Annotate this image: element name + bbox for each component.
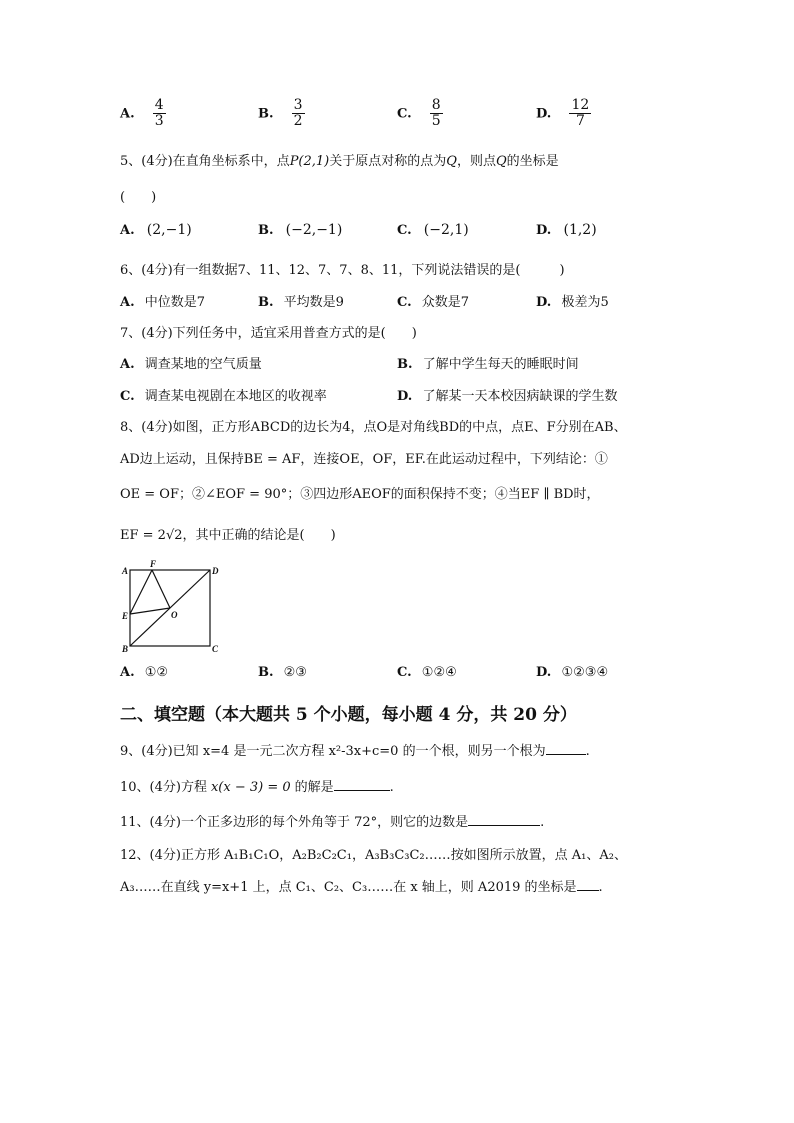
label-f: F <box>150 559 157 569</box>
q12-line2: A₃……在直线 y=x+1 上，点 C₁、C₂、C₃……在 x 轴上，则 A2019 的坐标是 . <box>120 880 603 895</box>
fraction: $\frac{8}{5}$ <box>431 97 441 130</box>
q9: 9、(4分)已知 x=4 是一元二次方程 x²-3x+c=0 的一个根，则另一个根为 . <box>120 744 590 759</box>
q5-option-a: A. (2,−1) <box>120 222 192 238</box>
option-label: C. <box>397 106 412 122</box>
label-c: C <box>212 644 219 654</box>
q5-option-b: B. (−2,−1) <box>258 222 343 238</box>
q6-option-d: D. 极差为5 <box>536 295 609 310</box>
q8-option-b: B. ②③ <box>258 665 307 680</box>
label-b: B <box>122 644 129 654</box>
option-label: A. <box>120 106 135 122</box>
q12-line1: 12、(4分)正方形 A₁B₁C₁O，A₂B₂C₂C₁，A₃B₃C₃C₂……按如图所示放置，点 A₁、A₂、 <box>120 848 627 863</box>
section-2-title: 二、填空题（本大题共 5 个小题，每小题 4 分，共 20 分） <box>120 705 577 725</box>
q8-line3: OE = OF；②∠EOF = 90°；③四边形AEOF的面积保持不变；④当EF ∥ BD时， <box>120 487 600 502</box>
answer-blank <box>468 813 540 826</box>
answer-blank <box>577 878 599 891</box>
option-label: D. <box>536 106 552 122</box>
q8-option-a: A. ①② <box>120 665 169 680</box>
q7-option-a: A. 调查某地的空气质量 <box>120 357 262 372</box>
label-a: A <box>122 566 129 576</box>
answer-blank <box>334 778 390 791</box>
q5-stem: 5、(4分)在直角坐标系中，点P(2,1)关于原点对称的点为Q，则点Q的坐标是 <box>120 154 559 169</box>
q7-option-d: D. 了解某一天本校因病缺课的学生数 <box>397 389 618 404</box>
q7-option-b: B. 了解中学生每天的睡眠时间 <box>397 357 579 372</box>
q5-option-d: D. (1,2) <box>536 222 597 238</box>
q7-option-c: C. 调查某电视剧在本地区的收视率 <box>120 389 327 404</box>
q4-option-d <box>536 98 591 130</box>
q4-option-a <box>120 98 166 130</box>
q8-line2: AD边上运动，且保持BE = AF，连接OE，OF，EF.在此运动过程中，下列结论：① <box>120 452 608 467</box>
q8-option-c: C. ①②④ <box>397 665 457 680</box>
q6-option-b: B. 平均数是9 <box>258 295 344 310</box>
fraction: $\frac{3}{2}$ <box>293 97 303 130</box>
q8-figure <box>118 556 228 656</box>
segment-ef <box>130 570 152 614</box>
label-o: O <box>171 610 178 620</box>
q11: 11、(4分)一个正多边形的每个外角等于 72°，则它的边数是 . <box>120 815 545 830</box>
q5-option-c: C. (−2,1) <box>397 222 469 238</box>
q7-stem: 7、(4分)下列任务中，适宜采用普查方式的是( ) <box>120 326 417 341</box>
q5-paren: ( ) <box>120 190 157 205</box>
answer-blank <box>546 742 586 755</box>
fraction: $\frac{12}{7}$ <box>571 97 590 130</box>
q8-line4: EF = 2√2，其中正确的结论是( ) <box>120 528 336 543</box>
q4-option-c <box>397 98 443 130</box>
label-d: D <box>212 566 219 576</box>
q6-option-a: A. 中位数是7 <box>120 295 206 310</box>
q10: 10、(4分)方程 x(x − 3) = 0 的解是 . <box>120 780 394 795</box>
q8-option-d: D. ①②③④ <box>536 665 609 680</box>
q4-option-b <box>258 98 305 130</box>
q6-option-c: C. 众数是7 <box>397 295 470 310</box>
q8-line1: 8、(4分)如图，正方形ABCD的边长为4，点O是对角线BD的中点，点E、F分别在AB、 <box>120 420 627 435</box>
option-label: B. <box>258 106 274 122</box>
segment-fo <box>152 570 170 608</box>
label-e: E <box>122 611 129 621</box>
q6-stem: 6、(4分)有一组数据7、11、12、7、7、8、11，下列说法错误的是( ) <box>120 263 565 278</box>
fraction: $\frac{4}{3}$ <box>154 97 164 130</box>
